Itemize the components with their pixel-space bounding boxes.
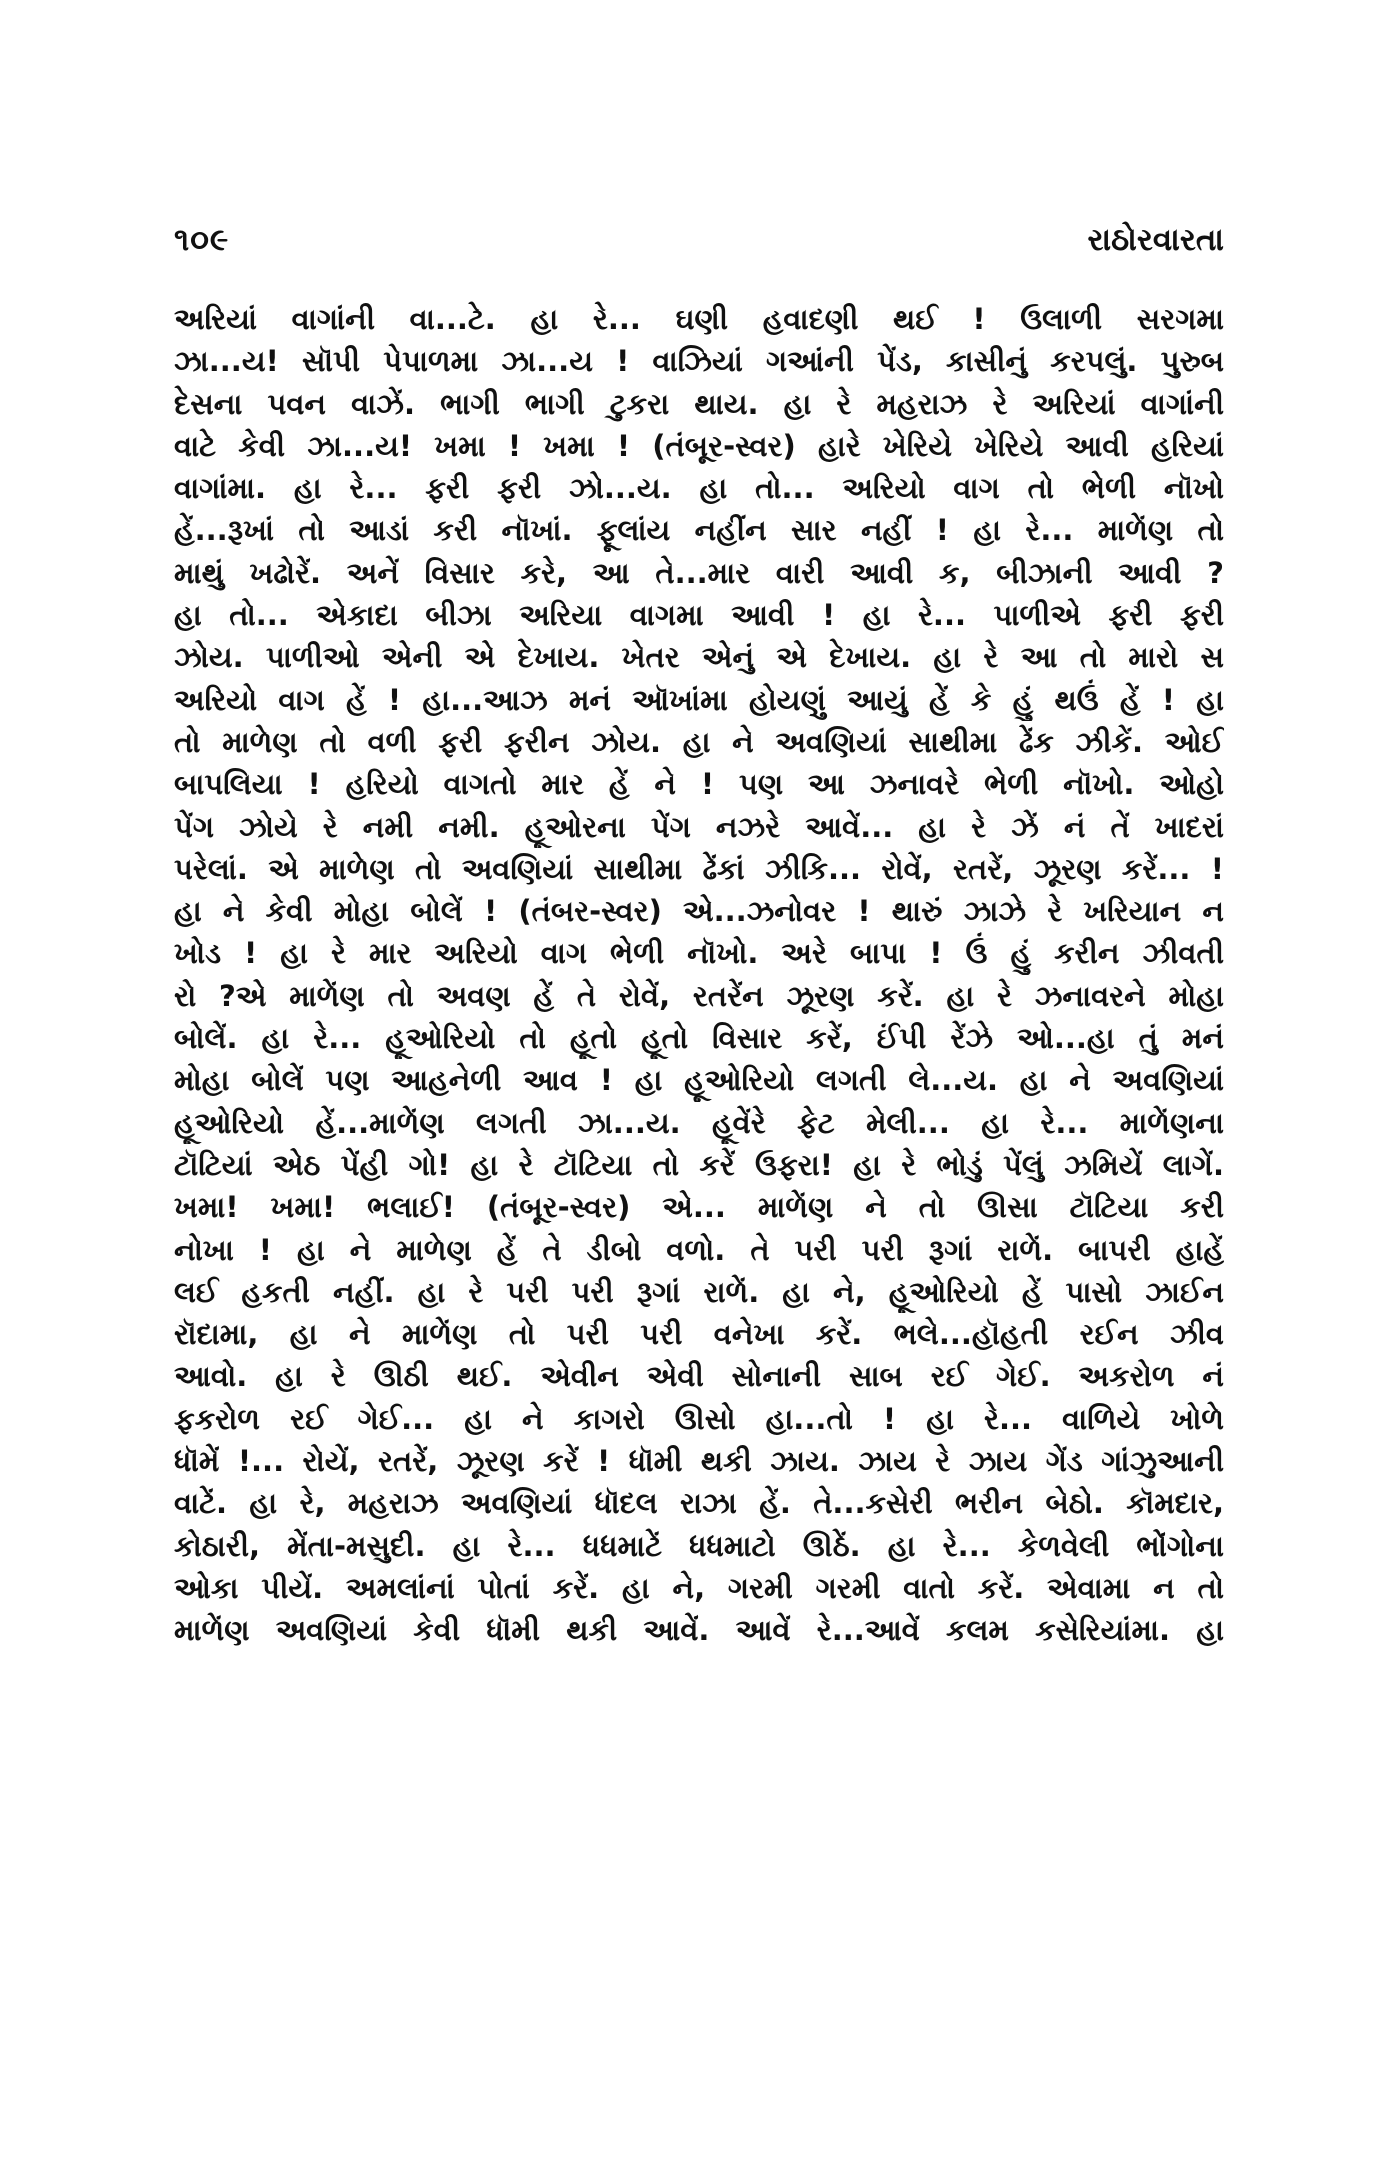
text-line: ખોડ ! હા રે માર અરિયો વાગ ભેળી નૉખો. અરે બાપા ! ઉં હું કરીન ઝીવતી [174, 936, 1224, 971]
text-line: આવો. હા રે ઊઠી થઈ. એવીન એવી સોનાની સાબ રઈ ગેઈ. અકરોળ નં [174, 1359, 1224, 1394]
text-line: હેં...રૂખાં તો આડાં કરી નૉખાં. ફૂલાંય નહીંન સાર નહીં ! હા રે... માળેંણ તો [174, 513, 1224, 548]
text-line: પેંગ ઝોયે રે નમી નમી. હૂઓરના પેંગ નઝરે આવેં... હા રે ઝેં નં તેં ખાદરાં [174, 809, 1224, 844]
text-line: ટૉટિયાં એઠ પેંહી ગો! હા રે ટૉટિયા તો કરેં ઉફરા! હા રે ભોડું પેંલું ઝમિયેં લાગેં. [174, 1147, 1224, 1182]
text-line: તો માળેણ તો વળી ફરી ફરીન ઝોય. હા ને અવણિયાં સાથીમા ઢેંક ઝીકેં. ઓઈ [174, 724, 1224, 759]
text-line: હૂઓરિયો હેં...માળેંણ લગતી ઝા...ય. હૂવેંરે ફેટ મેલી... હા રે... માળેંણના [174, 1105, 1224, 1140]
text-line: ઝા...ય! સૉપી પેપાળમા ઝા...ય ! વાઝિયાં ગઆંની પેંડ, કાસીનું કરપલું. પુરુબ [174, 344, 1224, 379]
text-line: કોઠારી, મેંતા-મસુદી. હા રે... ધધમાટેં ધધમાટો ઊઠેં. હા રે... કેળવેલી ભોંગોના [174, 1528, 1224, 1563]
text-line: ઓકા પીયેં. અમલાંનાં પોતાં કરેં. હા ને, ગરમી ગરમી વાતો કરેં. એવામા ન તો [174, 1570, 1224, 1605]
text-line: માથું ખઢોરેં. અનેં વિસાર કરે, આ તે...માર વારી આવી ક, બીઝાની આવી ? [174, 555, 1224, 590]
text-line: પરેલાં. એ માળેણ તો અવણિયાં સાથીમા ઢેંકાં ઝીકિ... રોવેં, રતરેં, ઝૂરણ કરેં... ! [174, 851, 1224, 886]
text-line: ફકરોળ રઈ ગેઈ... હા ને કાગરો ઊસો હા...તો ! હા રે... વાળિયે ખોળે [174, 1401, 1224, 1436]
text-line: રૉદામા, હા ને માળેંણ તો પરી પરી વનેખા કરેં. ભલે...હૉહતી રઈન ઝીવ [174, 1317, 1224, 1352]
text-line: વાગાંમા. હા રે... ફરી ફરી ઝો...ય. હા તો... અરિયો વાગ તો ભેળી નૉખો [174, 471, 1224, 506]
text-line: અરિયો વાગ હેં ! હા...આઝ મનં ઑખાંમા હોયણું આયું હેં કે હું થઉં હેં ! હા [174, 682, 1224, 717]
text-line: નોખા ! હા ને માળેણ હેં તે ડીબો વળો. તે પરી પરી રૂગાં રાળેં. બાપરી હાહેં [174, 1232, 1224, 1267]
text-line: હા ને કેવી મોહા બોલેં ! (તંબર-સ્વર) એ...ઝનોવર ! થારું ઝાઝે રે ખરિયાન ન [174, 894, 1224, 929]
page-header [174, 222, 1224, 262]
text-line: લઈ હકતી નહીં. હા રે પરી પરી રૂગાં રાળેં. હા ને, હૂઓરિયો હેં પાસો ઝાઈન [174, 1274, 1224, 1309]
text-line: માળેંણ અવણિયાં કેવી ધૉમી થકી આવેં. આવેં રે...આવેં કલમ કસેરિયાંમા. હા [174, 1613, 1224, 1648]
text-line: મોહા બોલેં પણ આહનેળી આવ ! હા હૂઓરિયો લગતી લે...ય. હા ને અવણિયાં [174, 1063, 1224, 1098]
text-line: ધૉમેં !... રોયેં, રતરેં, ઝૂરણ કરેં ! ધૉમી થકી ઝાય. ઝાય રે ઝાય ગેંડ ગાંઝુઆની [174, 1444, 1224, 1479]
text-line: હા તો... એકાદા બીઝા અરિયા વાગમા આવી ! હા રે... પાળીએ ફરી ફરી [174, 598, 1224, 633]
text-line: બોલેં. હા રે... હૂઓરિયો તો હૂતો હૂતો વિસાર કરેં, ઈંપી રેંઝે ઓ...હા તું મનં [174, 1021, 1224, 1056]
text-line: રો ?એ માળેંણ તો અવણ હેં તે રોવેં, રતરેંન ઝૂરણ કરેં. હા રે ઝનાવરને મોહા [174, 978, 1224, 1013]
text-line: વાટેં. હા રે, મહરાઝ અવણિયાં ધૉદલ રાઝા હેં. તે...કસેરી ભરીન બેઠો. કૉમદાર, [174, 1486, 1224, 1521]
running-title: રાઠોરવારતા [1087, 222, 1224, 258]
text-line: ખમા! ખમા! ભલાઈ! (તંબૂર-સ્વર) એ... માળેંણ ને તો ઊસા ટૉટિયા કરી [174, 1190, 1224, 1225]
page-number: ૧૦૯ [174, 222, 230, 258]
text-line: અરિયાં વાગાંની વા...ટે. હા રે... ઘણી હવાદણી થઈ ! ઉલાળી સરગમા [174, 302, 1224, 336]
text-line: વાટે કેવી ઝા...ય! ખમા ! ખમા ! (તંબૂર-સ્વર) હારે ખેરિયે ખેરિયે આવી હરિયાં [174, 428, 1224, 463]
body-text [174, 298, 1224, 1652]
text-line: દેસના પવન વાઝેં. ભાગી ભાગી ટુકરા થાય. હા રે મહરાઝ રે અરિયાં વાગાંની [174, 386, 1224, 421]
text-line: બાપલિયા ! હરિયો વાગતો માર હેં ને ! પણ આ ઝનાવરે ભેળી નૉખો. ઓહો [174, 767, 1224, 802]
text-line: ઝોય. પાળીઓ એની એ દેખાય. ખેતર એનું એ દેખાય. હા રે આ તો મારો સ [174, 640, 1224, 675]
